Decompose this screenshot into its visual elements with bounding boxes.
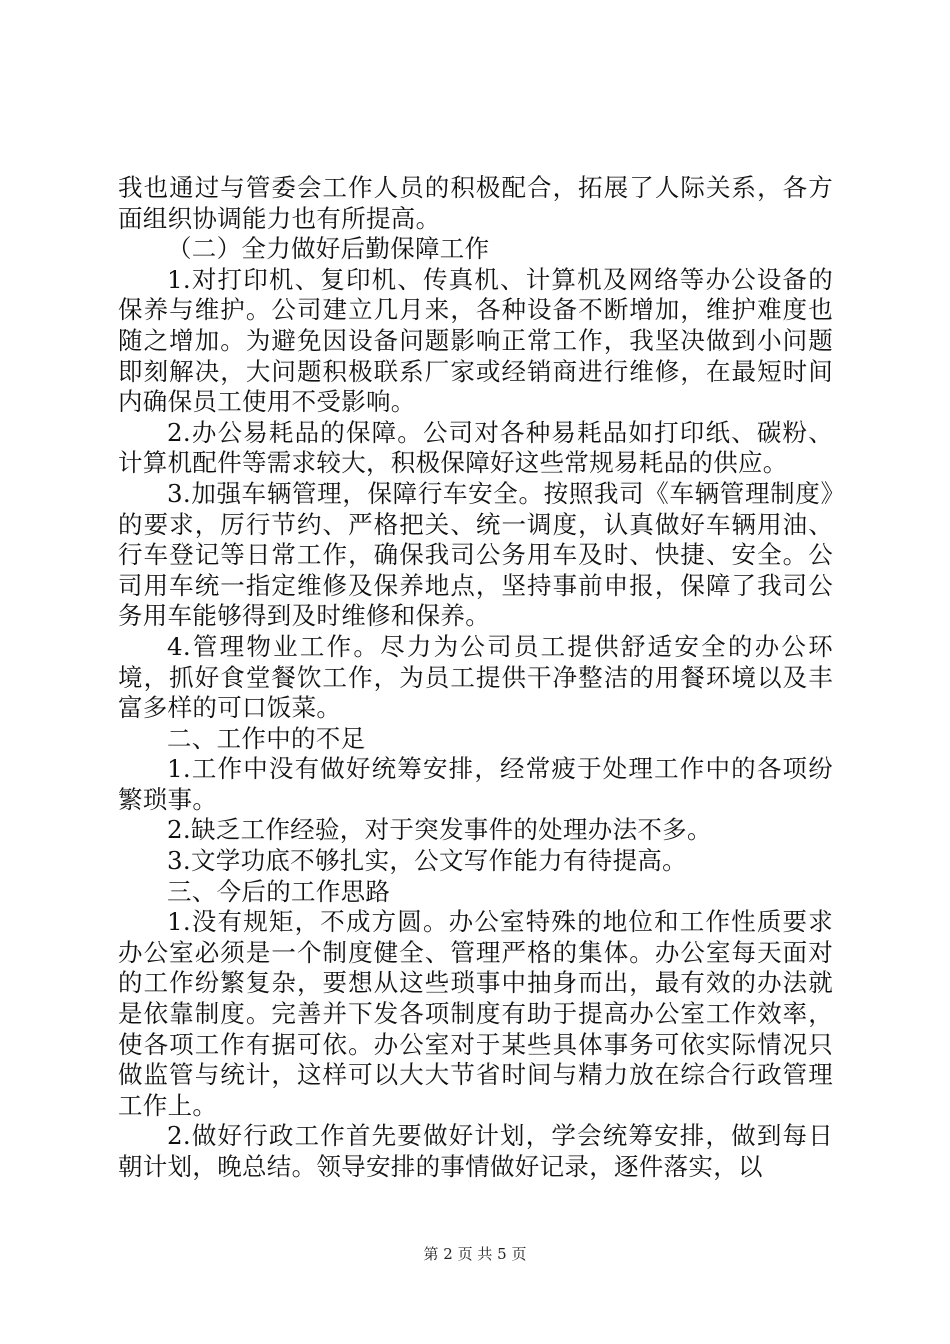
document-body bbox=[118, 173, 833, 1183]
paragraph-shortcoming-2: 2.缺乏工作经验，对于突发事件的处理办法不多。 bbox=[167, 815, 712, 845]
paragraph-1: 我也通过与管委会工作人员的积极配合，拓展了人际关系，各方面组织协调能力也有所提高。 bbox=[118, 173, 833, 233]
section-heading-shortcomings: 二、工作中的不足 bbox=[167, 723, 366, 753]
paragraph-vehicles: 3.加强车辆管理，保障行车安全。按照我司《车辆管理制度》的要求，厉行节约、严格把关、统一调度，认真做好车辆用油、行车登记等日常工作，确保我司公务用车及时、快捷、安全。公司用车统一指定维修及保养地点，坚持事前申报，保障了我司公务用车能够得到及时维修和保养。 bbox=[118, 478, 833, 631]
paragraph-shortcoming-3: 3.文学功底不够扎实，公文写作能力有待提高。 bbox=[167, 846, 687, 876]
page-number-label: 第 2 页 共 5 页 bbox=[423, 1245, 527, 1263]
section-heading-logistics: （二）全力做好后勤保障工作 bbox=[167, 234, 490, 264]
paragraph-property: 4.管理物业工作。尽力为公司员工提供舒适安全的办公环境，抓好食堂餐饮工作，为员工提供干净整洁的用餐环境以及丰富多样的可口饭菜。 bbox=[118, 631, 833, 723]
paragraph-plan-1: 1.没有规矩，不成方圆。办公室特殊的地位和工作性质要求办公室必须是一个制度健全、管理严格的集体。办公室每天面对的工作纷繁复杂，要想从这些琐事中抽身而出，最有效的办法就是依靠制度。完善并下发各项制度有助于提高办公室工作效率，使各项工作有据可依。办公室对于某些具体事务可依实际情况只做监管与统计，这样可以大大节省时间与精力放在综合行政管理工作上。 bbox=[118, 907, 833, 1120]
paragraph-equipment: 1.对打印机、复印机、传真机、计算机及网络等办公设备的保养与维护。公司建立几月来，各种设备不断增加，维护难度也随之增加。为避免因设备问题影响正常工作，我坚决做到小问题即刻解决，大问题积极联系厂家或经销商进行维修，在最短时间内确保员工使用不受影响。 bbox=[118, 264, 833, 417]
paragraph-shortcoming-1: 1.工作中没有做好统筹安排，经常疲于处理工作中的各项纷繁琐事。 bbox=[118, 754, 833, 814]
page-footer bbox=[0, 1244, 950, 1264]
paragraph-consumables: 2.办公易耗品的保障。公司对各种易耗品如打印纸、碳粉、计算机配件等需求较大，积极保障好这些常规易耗品的供应。 bbox=[118, 417, 833, 478]
paragraph-plan-2: 2.做好行政工作首先要做好计划，学会统筹安排，做到每日朝计划，晚总结。领导安排的事情做好记录，逐件落实，以 bbox=[118, 1121, 833, 1181]
section-heading-plans: 三、今后的工作思路 bbox=[167, 876, 391, 906]
